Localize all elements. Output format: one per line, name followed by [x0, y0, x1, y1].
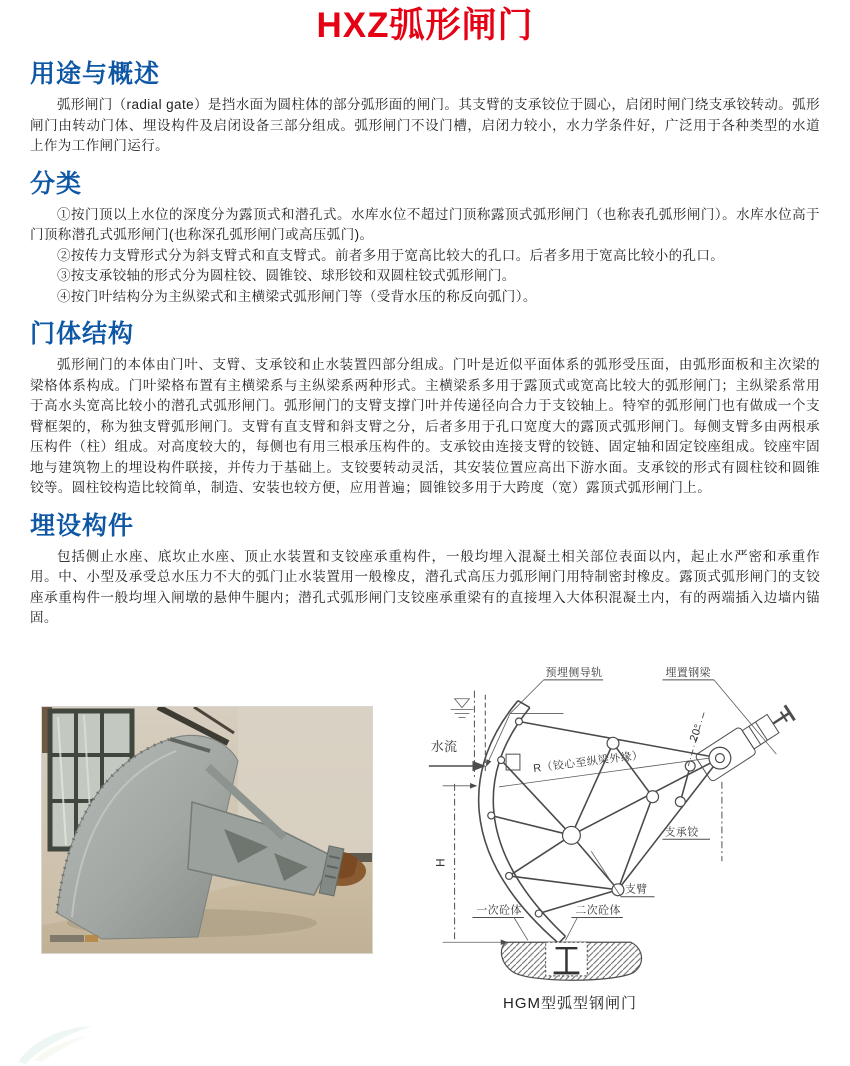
- radius-label-text: R（铰心至纵梁外缘）: [532, 749, 645, 775]
- diagram-height-dimension: [434, 783, 507, 941]
- page-corner-decoration: [14, 1014, 94, 1064]
- section-heading-structure: 门体结构: [30, 320, 135, 348]
- gate-diagram: [415, 655, 811, 1013]
- section-heading-embedded-parts: 埋设构件: [30, 511, 135, 540]
- section-heading-classification: 分类: [30, 169, 83, 198]
- classification-item-3: ③按支承铰轴的形式分为圆柱铰、圆锥铰、球形铰和双圆柱铰式弧形闸门。: [57, 268, 516, 283]
- section-overview: [30, 59, 820, 157]
- classification-item-4: ④按门叶结构分为主纵梁式和主横梁式弧形闸门等（受背水压的称反向弧门）。: [57, 288, 537, 304]
- concrete-first-label-text: 一次砼体: [476, 904, 522, 917]
- classification-item-2: ②按传力支臂形式分为斜支臂式和直支臂式。前者多用于宽高比较大的孔口。后者多用于宽高比较小的孔口。: [57, 247, 725, 263]
- gate-photo-illustration: [42, 707, 372, 953]
- section-heading-overview: 用途与概述: [30, 60, 161, 88]
- diagram-caption: HGM型弧型钢闸门: [503, 994, 637, 1012]
- flow-label-text: 水流: [430, 738, 458, 754]
- section-embedded-parts: [30, 511, 820, 629]
- diagram-label-beam: [663, 664, 777, 753]
- section-structure: [30, 319, 820, 499]
- embedded-parts-paragraph: 包括侧止水座、底坎止水座、顶止水装置和支铰座承重构件，一般均埋入混凝土相关部位表面以内，起止水严密和承重作用。中、小型及承受总水压力不大的弧门止水装置用一般橡皮，潜孔式高压力弧形闸门用特制密封橡皮。露顶式弧形闸门的支铰座承重构件一般均埋入闸墩的悬伸牛腿内；潜孔式弧形闸门支铰座承重梁有的直接埋入大体积混凝土内，有的两端插入边墙内锚固。: [30, 548, 820, 625]
- arm-label-text: 支臂: [624, 883, 648, 896]
- section-classification: [30, 169, 820, 308]
- overview-paragraph: 弧形闸门（radial gate）是挡水面为圆柱体的部分弧形面的闸门。其支臂的支承铰位于圆心，启闭时闸门绕支承铰转动。弧形闸门由转动门体、埋设构件及启闭设备三部分组成。弧形闸门不设门槽，启闭力较小，水力学条件好，广泛用于各种类型的水道上作为工作闸门运行。: [30, 97, 820, 153]
- diagram-concrete-base: [501, 942, 641, 980]
- height-label-text: H: [433, 857, 448, 867]
- diagram-water-surface-icon: [451, 698, 474, 717]
- concrete-second-label-text: 二次砼体: [575, 904, 621, 917]
- gate-diagram-drawing: [415, 655, 811, 982]
- diagram-label-concrete-first: [472, 902, 527, 940]
- document-body: [0, 59, 850, 629]
- structure-paragraph: 弧形闸门的本体由门叶、支臂、支承铰和止水装置四部分组成。门叶是近似平面体系的弧形受压面，由弧形面板和主次梁的梁格体系构成。门叶梁格布置有主横梁系与主纵梁系两种形式。主横梁系多用于露顶式或宽高比较大的弧形闸门；主纵梁系常用于高水头宽高比较小的潜孔式弧形闸门。弧形闸门的支臂支撑门叶并传递径向合力于支铰轴上。特窄的弧形闸门也有做成一个支臂框架的，称为独支臂弧形闸门。支臂有直支臂和斜支臂之分，后者多用于孔口宽度大的露顶式弧形闸门。每侧支臂多由两根承压构件（柱）组成。对高度较大的，每侧也有用三根承压构件的。支承铰由连接支臂的铰链、固定轴和固定铰座组成。铰座牢固地与建筑物上的埋设构件联接，并传力于基础上。支铰要转动灵活，其安装位置应高出下游水面。支承铰的形式有圆柱铰和圆锥铰等。圆柱铰构造比较简单，制造、安装也较方便，应用普遍；圆锥铰多用于大跨度（宽）露顶式弧形闸门上。: [30, 357, 820, 495]
- hinge-label-text: 支承铰: [664, 825, 699, 838]
- page-title: HXZ弧形闸门: [316, 6, 534, 45]
- rail-label-text: 预埋侧导轨: [545, 666, 603, 679]
- figures-row: [0, 655, 850, 1013]
- diagram-water-flow: [429, 739, 484, 766]
- hinge-pin-inner: [715, 753, 724, 762]
- diagram-label-concrete-second: [565, 902, 622, 940]
- photo-watermark: [50, 935, 98, 942]
- gate-photo: [42, 707, 372, 953]
- angle-label-text: 20°: [687, 721, 706, 743]
- beam-label-text: 埋置钢梁: [665, 666, 711, 679]
- classification-item-1: ①按门顶以上水位的深度分为露顶式和潜孔式。水库水位不超过门顶称露顶式弧形闸门（也称表孔弧形闸门）。水库水位高于门顶称潜孔式弧形闸门(也称深孔弧形闸门或高压弧门)。: [30, 206, 820, 242]
